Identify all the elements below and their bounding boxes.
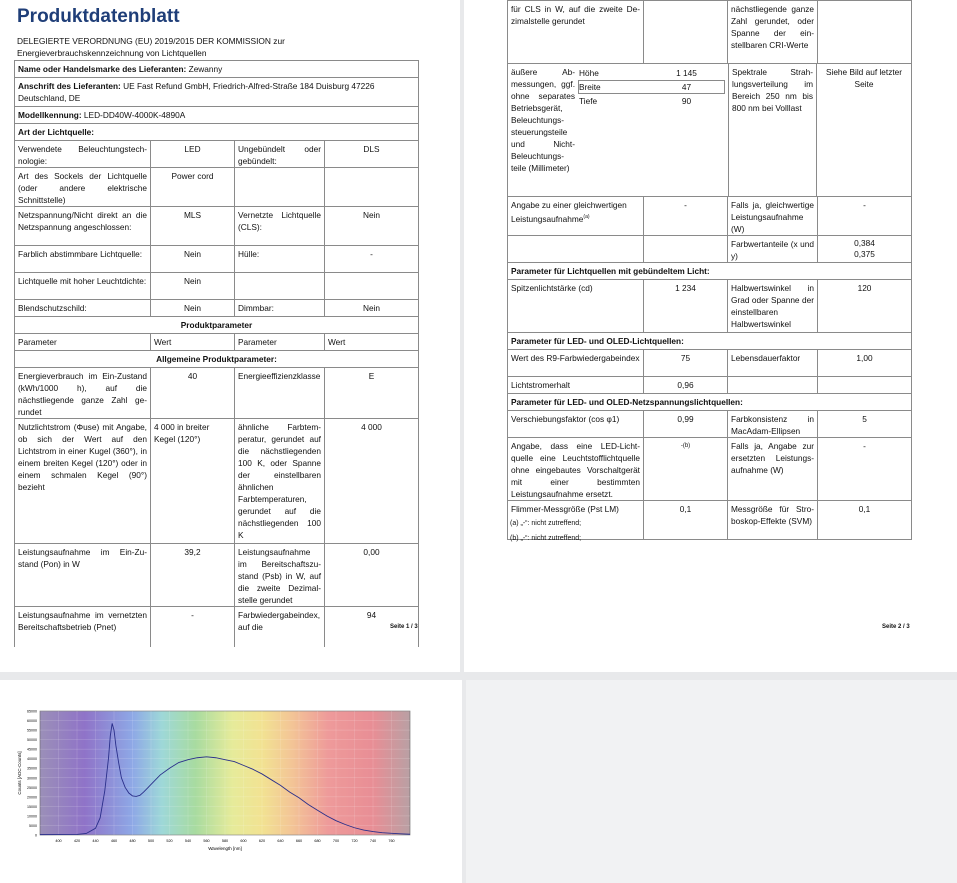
supplier-label: Name oder Handelsmarke des Lieferanten: [18,64,187,74]
address-value: UE Fast Refund GmbH, Friedrich-Alfred-Straße 184 Duisburg 47226 Deutschland, DE [18,81,375,103]
dimensions-table [578,64,728,196]
param-value: 39,2 [150,544,234,606]
y-tick-label: 40000 [27,757,37,762]
dimension-value: 1 145 [676,68,697,78]
param-label: Hülle: [234,246,324,272]
table-row [508,350,911,377]
param-label: Vernetzte Lichtquelle (CLS): [234,207,324,245]
section-heading-row [15,351,418,368]
param-label: Energieverbrauch im Ein-Zustand (kWh/1000 h), auf die nächstliegende ganze Zahl gerundet [18,371,147,417]
led-heading: Parameter für LED- und OLED-Lichtquellen: [511,336,684,346]
param-label: Verwendete Beleuchtungstechnologie: [18,144,147,166]
param-value [324,168,418,206]
dimension-depth [578,94,725,108]
dimension-height [578,66,725,80]
x-axis-label: Wavelength [nm] [208,846,242,851]
param-value: 5 [817,411,911,437]
param-label: Falls ja, gleichwertige Leistungsaufnahme (W) [727,197,817,235]
directional-heading: Parameter für Lichtquellen mit gebündeltem Licht: [511,266,710,276]
section-heading-row [508,333,911,350]
y-tick-label: 5000 [29,823,37,828]
model-label: Modellkennung: [18,110,82,120]
y-axis-label: Counts [ADC-Counts] [17,751,22,795]
param-label: Angabe, dass eine LED-Lichtquelle eine Leuchtstofflichtquelle ohne eingebautes Vorschaltgerät mit einer bestimmten Leistungsaufnahme ersetzt. [511,441,640,499]
dimensions-row [508,64,911,197]
dimension-label: Breite [579,82,601,92]
x-tick-label: 620 [258,839,266,843]
x-tick-label: 580 [221,839,229,843]
param-label [234,273,324,299]
param-label: Nutzlichtstrom (Φuse) mit Angabe, ob sich der Wert auf den Lichtstrom in einer Kugel (360°), in einem breiten Kegel (120°) oder in einem schmalen Kegel (90°) bezieht [18,422,147,492]
section-heading-row [508,263,911,280]
x-tick-label: 480 [129,839,136,843]
dimension-value: 47 [681,82,692,92]
product-params-heading: Produktparameter [180,320,253,330]
param-label: Wert des R9-Farbwiedergabeindex [511,353,640,363]
grid [40,711,410,835]
param-label: Lebensdauerfaktor [727,350,817,376]
datasheet-table-p1 [14,60,419,647]
table-row [508,236,911,263]
footnote-a: (a) „-“: nicht zutreffend; [510,520,582,527]
table-row [15,607,418,647]
x-tick-label: 720 [351,839,358,843]
spectrum-value: Siehe Bild auf letzter Seite [816,64,911,196]
chroma-x: 0,384 [854,238,875,248]
address-row [15,78,418,107]
table-row [15,141,418,168]
empty-cell [817,1,911,63]
param-label: Lichtquelle mit hoher Leuchtdichte: [18,276,147,286]
param-label: Art des Sockels der Lichtquelle (oder andere elektrische Schnittstelle) [18,171,147,205]
model-row [15,107,418,124]
param-label: nächstliegende ganze Zahl gerundet, oder Spanne der einstellbaren CRI-Werte [727,1,817,63]
empty-cell [643,236,727,262]
param-value: 0,1 [817,501,911,539]
section-heading-row [508,394,911,411]
param-value: Power cord [150,168,234,206]
param-value: Nein [150,246,234,272]
y-axis [27,710,37,838]
dimension-label: Tiefe [579,96,598,106]
param-label: Farbkonsistenz in MacAdam-Ellipsen [727,411,817,437]
x-tick-label: 460 [110,839,118,843]
param-value: Nein [324,207,418,245]
param-label: Flimmer-Messgröße (Pst LM) [511,504,619,514]
x-tick-label: 760 [388,839,395,843]
x-tick-label: 640 [277,839,284,843]
param-value [324,273,418,299]
y-tick-label: 35000 [27,766,37,771]
datasheet-table-p2 [507,0,912,540]
param-value: Nein [324,300,418,316]
x-tick-label: 560 [203,839,210,843]
param-value: 0,99 [643,411,727,437]
y-tick-label: 0 [35,833,37,838]
param-value: Nein [150,273,234,299]
param-value: 0,00 [324,544,418,606]
param-value: - [324,246,418,272]
col-header-parameter: Parameter [234,334,324,350]
x-tick-label: 680 [314,839,321,843]
param-value: MLS [150,207,234,245]
param-label: Lichtstromerhalt [511,380,571,390]
page-2 [464,0,957,672]
page-1 [0,0,460,672]
empty-cell [643,1,727,63]
supplier-value: Zewanny [188,64,223,74]
table-row [508,280,911,333]
y-tick-label: 15000 [27,804,37,809]
x-tick-label: 420 [73,839,81,843]
spectrum-label: Spektrale Strahlungsverteilung im Bereich 250 nm bis 800 nm bei Volllast [728,64,816,196]
table-row [15,273,418,300]
y-tick-label: 20000 [27,795,37,800]
y-tick-label: 60000 [27,719,37,724]
page-4-blank [466,680,957,883]
param-label: Leistungsaufnahme im vernetzten Bereitschaftsbetrieb (Pnet) [18,610,147,632]
address-label: Anschrift des Lieferanten: [18,81,121,91]
x-tick-label: 660 [295,839,303,843]
dimension-width [578,80,725,94]
y-tick-label: 25000 [27,785,37,790]
table-row [15,368,418,419]
x-tick-label: 700 [332,839,340,843]
param-label: Verschiebungsfaktor (cos φ1) [511,414,620,424]
col-header-parameter: Parameter [18,337,57,347]
spectrum-chart [0,680,462,883]
equiv-label: Angabe zu einer gleichwertigen Leistungsaufnahme [511,200,627,224]
dimension-label: Höhe [579,68,599,78]
y-tick-label: 55000 [27,728,37,733]
dimensions-label: äußere Abmessungen, ggf. ohne separates Betriebsgerät, Beleuchtungssteuerungsteile und Nicht-Beleuchtungsteile (Millimeter) [511,67,575,173]
col-header-value: Wert [150,334,234,350]
param-value: - [817,197,911,235]
page-number: Seite 2 / 3 [882,624,910,630]
x-tick-label: 500 [147,839,155,843]
param-value: 0,96 [643,377,727,393]
y-tick-label: 50000 [27,738,37,743]
param-label: Spitzenlichtstärke (cd) [511,283,593,293]
param-value: 75 [643,350,727,376]
table-row [15,300,418,317]
param-value: - [150,607,234,647]
param-label: Blendschutzschild: [18,303,87,313]
page-number: Seite 1 / 3 [390,624,418,630]
param-label: Dimmbar: [234,300,324,316]
x-tick-label: 440 [92,839,99,843]
param-value: 1 234 [643,280,727,332]
param-label: Ungebündelt oder gebündelt: [234,141,324,167]
param-label: Energieeffizienzklasse [234,368,324,418]
footnote-ref: (a) [583,214,590,220]
column-header-row [15,334,418,351]
empty-cell [508,236,643,262]
general-heading: Allgemeine Produktparameter: [156,354,277,364]
col-header-value: Wert [324,334,418,350]
param-value: Nein [150,300,234,316]
param-label: Falls ja, Angabe zur ersetzten Leistungsaufnahme (W) [727,438,817,500]
x-tick-label: 520 [166,839,173,843]
section-heading-row [15,317,418,334]
table-row [508,438,911,501]
x-tick-label: 600 [240,839,247,843]
param-label [727,377,817,393]
type-heading: Art der Lichtquelle: [18,127,95,137]
footnote-b: (b) „-“: nicht zutreffend; [510,535,582,542]
x-tick-label: 740 [369,839,377,843]
param-value: LED [150,141,234,167]
y-tick-label: 45000 [27,747,37,752]
mls-heading: Parameter für LED- und OLED-Netzspannungslichtquellen: [511,397,743,407]
dimension-value: 90 [681,96,692,106]
table-row [508,411,911,438]
param-label: Leistungsaufnahme im Ein-Zustand (Pon) in W [18,547,147,569]
table-row [15,207,418,246]
param-value: 4 000 [324,419,418,543]
param-label: Netzspannung/Nicht direkt an die Netzspannung angeschlossen: [18,210,147,232]
param-value: DLS [324,141,418,167]
chroma-label: Farbwertanteile (x und y) [727,236,817,262]
chroma-y: 0,375 [854,249,875,259]
param-label: Halbwertswinkel in Grad oder Spanne der einstellbaren Halbwertswinkel [727,280,817,332]
param-label: für CLS in W, auf die zweite Dezimalstelle gerundet [511,4,640,26]
y-tick-label: 30000 [27,776,37,781]
x-axis [55,839,394,843]
param-value: 0,1 [643,501,727,539]
param-value: 40 [150,368,234,418]
table-row [508,377,911,394]
table-row [15,246,418,273]
param-value: - [643,197,727,235]
param-label: Farblich abstimmbare Lichtquelle: [18,249,143,259]
param-value: 120 [817,280,911,332]
regulation-text: DELEGIERTE VERORDNUNG (EU) 2019/2015 DER KOMMISSION zur Energieverbrauchskennzeichnung von Lichtquellen [17,36,285,58]
x-tick-label: 400 [55,839,62,843]
table-row [15,544,418,607]
model-value: LED-DD40W-4000K-4890A [83,110,186,120]
y-tick-label: 10000 [27,814,37,819]
document-title: Produktdatenblatt [17,6,180,27]
table-row [508,197,911,236]
x-tick-label: 540 [184,839,192,843]
param-label: Leistungsaufnahme im Bereitschaftszustand (Psb) in W, auf die zweite Dezimalstelle gerundet [234,544,324,606]
table-row [15,168,418,207]
param-value: -(b) [643,438,727,500]
param-label [234,168,324,206]
supplier-row [15,61,418,78]
param-value: 94 [324,607,418,647]
type-heading-row [15,124,418,141]
table-row [508,1,911,64]
y-tick-label: 65000 [27,709,37,714]
param-value: E [324,368,418,418]
param-label: Farbwiedergabeindex, auf die [234,607,324,647]
param-label: Messgröße für Stroboskop-Effekte (SVM) [727,501,817,539]
param-value: 4 000 in breiter Kegel (120°) [150,419,234,543]
page-3 [0,680,462,883]
param-value: - [817,438,911,500]
param-value [817,377,911,393]
param-label: ähnliche Farbtemperatur, gerundet auf die nächstliegenden 100 K, oder Spanne der einstellbaren ähnlichen Farbtemperaturen, gerundet auf die nächstliegenden 100 K [234,419,324,543]
table-row [15,419,418,544]
param-value: 1,00 [817,350,911,376]
